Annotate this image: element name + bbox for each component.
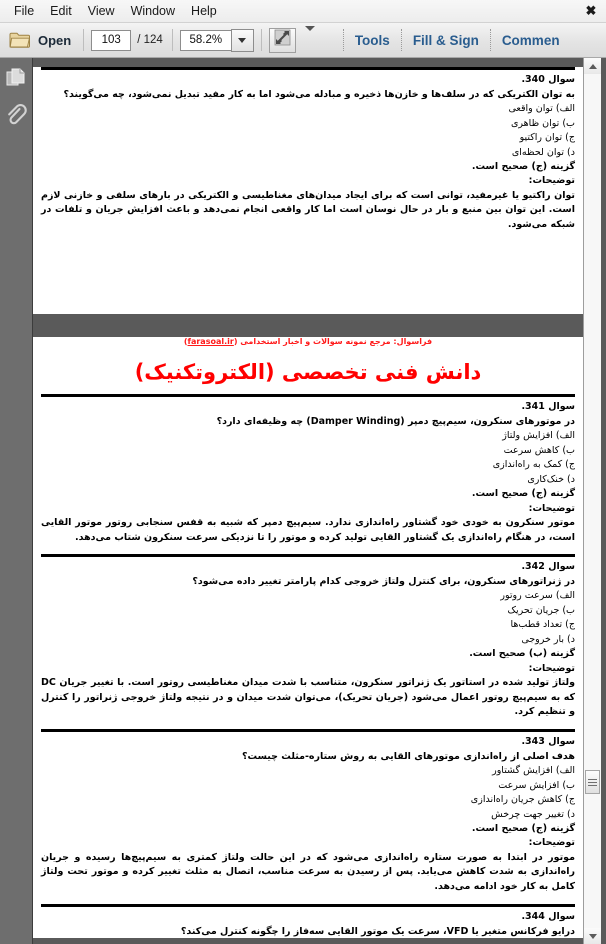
pdf-page-previous (33, 67, 583, 314)
menu-file[interactable]: File (14, 4, 35, 18)
question-option: د) تغییر جهت چرخش (491, 808, 575, 820)
question-option: الف) افزایش ولتاژ (502, 430, 575, 442)
question-option: ب) کاهش سرعت (503, 444, 575, 456)
question-divider (41, 729, 575, 732)
fit-dropdown-button[interactable] (305, 31, 315, 49)
question-divider (41, 904, 575, 907)
scroll-up-arrow-icon[interactable] (584, 58, 601, 74)
menu-window[interactable]: Window (130, 4, 176, 18)
fill-and-sign-pane-button[interactable]: Fill & Sign (412, 32, 479, 48)
question-explanation: موتور سنکرون به خودی خود گشتاور راه‌اندازی ندارد. سیم‌پیچ دمپر که شبیه به قفس سنجابی روتور موتور القایی است، در هنگام راه‌اندازی یک گشتاور القایی تولید کرده و موتور را تا نزدیکی سرعت سنکرون شتاب می‌دهد. (41, 516, 575, 543)
question-explanation: موتور در ابتدا به صورت ستاره راه‌اندازی می‌شود که در این حالت ولتاژ کمتری به سیم‌پیچ‌ها رسیده و جریان راه‌اندازی به شدت کاهش می‌یابد. پس از رسیدن به سرعت مناسب، اتصال به مثلث تغییر کرده و موتور تحت ولتاژ کامل به کار خود ادامه می‌دهد. (41, 851, 575, 893)
question-option: د) بار خروجی (521, 633, 575, 645)
menu-view[interactable]: View (87, 4, 115, 18)
toolbar-divider-2 (172, 29, 173, 51)
main-area (0, 58, 606, 944)
question-answer: گزینه (ب) صحیح است. (469, 648, 575, 660)
toolbar-divider-6 (490, 29, 491, 51)
navigation-rail (0, 58, 33, 944)
question-option: ب) توان ظاهری (511, 117, 575, 129)
question-text: به توان الکتریکی که در سلف‌ها و خازن‌ها ذخیره و مبادله می‌شود اما به کار مفید تبدیل نمی‌شود، چه می‌گویند؟ (63, 88, 575, 100)
toolbar-divider-3 (261, 29, 262, 51)
close-icon[interactable]: ✖ (585, 2, 597, 18)
explanation-label: توضیحات: (528, 662, 575, 674)
toolbar-divider-4 (343, 29, 344, 51)
triangle-up-icon (589, 64, 597, 69)
page-title: دانش فنی تخصصی (الکتروتکنیک) (134, 360, 482, 384)
watermark-link: farasoal.ir (187, 337, 234, 346)
scrollbar-thumb[interactable] (585, 770, 600, 794)
question-explanation: توان راکتیو یا غیرمفید، توانی است که برای ایجاد میدان‌های مغناطیسی و الکتریکی در بارهای سلفی و خازنی لازم است. این توان بین منبع و بار در حال نوسان است اما کار واقعی انجام نمی‌دهد و باعث افزایش جریان و تلفات در شبکه می‌شود. (41, 189, 575, 231)
toolbar-divider-5 (401, 29, 402, 51)
page-separator (33, 314, 583, 325)
question-option: الف) توان واقعی (508, 103, 575, 115)
question-option: الف) سرعت روتور (500, 590, 575, 602)
question-option: ج) کاهش جریان راه‌اندازی (470, 794, 575, 806)
watermark-suffix: ) (183, 337, 188, 346)
question-option: ب) افزایش سرعت (498, 779, 575, 791)
question-option: د) خنک‌کاری (527, 473, 575, 485)
right-edge-strip (601, 58, 606, 944)
comment-pane-button[interactable]: Commen (501, 32, 560, 48)
explanation-label: توضیحات: (528, 175, 575, 187)
page-count-label: / 124 (137, 34, 163, 46)
explanation-label: توضیحات: (528, 837, 575, 849)
question-number: سوال 343. (521, 736, 575, 748)
pdf-page-current (33, 337, 583, 938)
question-text: درایو فرکانس متغیر یا VFD، سرعت یک موتور القایی سه‌فاز را چگونه کنترل می‌کند؟ (180, 925, 575, 937)
question-text: هدف اصلی از راه‌اندازی موتورهای القایی به روش ستاره-مثلث چیست؟ (242, 750, 575, 762)
toolbar (0, 23, 606, 58)
attachments-icon[interactable] (4, 104, 28, 128)
question-option: ج) کمک به راه‌اندازی (492, 459, 575, 471)
open-button[interactable] (4, 28, 76, 52)
menu-help[interactable]: Help (191, 4, 217, 18)
question-number: سوال 341. (521, 401, 575, 413)
open-button-label: Open (38, 32, 72, 48)
folder-icon (9, 31, 31, 49)
chevron-down-icon (238, 38, 246, 43)
question-option: ب) جریان تحریک (507, 604, 575, 616)
zoom-dropdown-button[interactable] (231, 29, 254, 52)
menu-edit[interactable]: Edit (50, 4, 72, 18)
page-thumbnails-icon[interactable] (4, 66, 28, 90)
question-explanation: ولتاژ تولید شده در استاتور یک ژنراتور سنکرون، متناسب با شدت میدان مغناطیسی روتور است. با تغییر جریان DC که به سیم‌پیچ روتور اعمال می‌شود (جریان تحریک)، می‌توان شدت میدان و در نتیجه ولتاژ خروجی ژنراتور را کنترل و تنظیم کرد. (41, 676, 575, 718)
question-answer: گزینه (ج) صحیح است. (471, 488, 575, 500)
page-content-current (41, 337, 575, 938)
toolbar-divider-1 (83, 29, 84, 51)
scrollbar-track[interactable] (584, 74, 601, 928)
question-divider (41, 67, 575, 70)
fit-page-button[interactable] (269, 28, 296, 53)
tools-pane-button[interactable]: Tools (354, 32, 390, 48)
page-number-input[interactable]: 103 (91, 30, 131, 51)
question-option: ج) تعداد قطب‌ها (510, 619, 575, 631)
question-option: د) توان لحظه‌ای (511, 146, 575, 158)
scroll-down-arrow-icon[interactable] (584, 928, 601, 944)
grip-icon (588, 777, 597, 788)
triangle-down-icon (589, 934, 597, 939)
question-answer: گزینه (ج) صحیح است. (471, 161, 575, 173)
menu-bar (0, 0, 606, 23)
question-option: ج) توان راکتیو (519, 132, 575, 144)
question-number: سوال 340. (521, 74, 575, 85)
watermark-prefix: فراسوال: مرجع نمونه سوالات و اخبار استخدامی ( (233, 337, 433, 346)
chevron-down-icon (305, 26, 315, 48)
explanation-label: توضیحات: (528, 502, 575, 514)
document-viewport[interactable] (33, 58, 583, 944)
fit-page-icon (274, 29, 291, 51)
fit-group (269, 23, 315, 57)
question-text: در موتورهای سنکرون، سیم‌پیچ دمپر (Damper Winding) چه وظیفه‌ای دارد؟ (216, 416, 575, 427)
zoom-group (180, 23, 254, 57)
page-content-previous (41, 67, 575, 233)
question-divider (41, 394, 575, 397)
question-option: الف) افزایش گشتاور (492, 765, 575, 777)
question-answer: گزینه (ج) صحیح است. (471, 823, 575, 835)
question-number: سوال 342. (521, 561, 575, 573)
source-watermark (41, 337, 575, 346)
zoom-level-input[interactable]: 58.2% (180, 30, 231, 51)
question-divider (41, 554, 575, 557)
vertical-scrollbar[interactable] (583, 58, 601, 944)
question-text: در ژنراتورهای سنکرون، برای کنترل ولتاژ خروجی کدام پارامتر تغییر داده می‌شود؟ (192, 576, 575, 588)
page-navigation-group (91, 23, 165, 57)
question-number: سوال 344. (521, 910, 575, 922)
